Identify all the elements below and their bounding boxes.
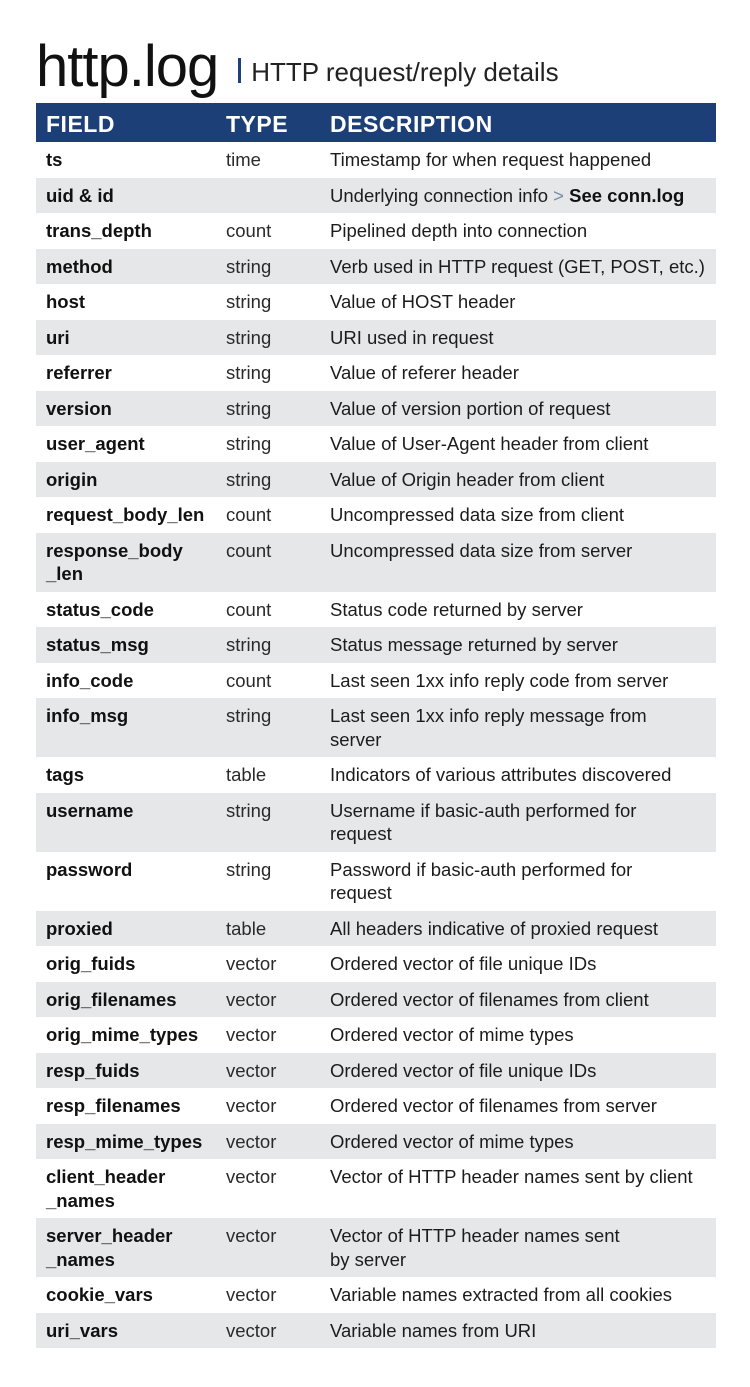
column-header-description: DESCRIPTION xyxy=(320,103,716,142)
field-name: version xyxy=(36,391,216,427)
page-title: http.log xyxy=(36,34,219,99)
field-name: cookie_vars xyxy=(36,1277,216,1313)
field-type: vector xyxy=(216,946,320,982)
description-text: Ordered vector of file unique IDs xyxy=(330,1059,597,1081)
field-description xyxy=(320,627,716,663)
table-row xyxy=(36,533,716,592)
field-type: count xyxy=(216,663,320,699)
field-type: vector xyxy=(216,1313,320,1349)
field-description xyxy=(320,462,716,498)
field-type: time xyxy=(216,142,320,178)
field-type: count xyxy=(216,533,320,592)
description-text: Value of version portion of request xyxy=(330,397,611,419)
field-description xyxy=(320,426,716,462)
field-type: string xyxy=(216,249,320,285)
table-row xyxy=(36,497,716,533)
field-type: string xyxy=(216,698,320,757)
field-name: uri_vars xyxy=(36,1313,216,1349)
description-text: Ordered vector of filenames from server xyxy=(330,1095,657,1116)
field-description xyxy=(320,793,716,852)
field-name: orig_filenames xyxy=(36,982,216,1018)
field-description xyxy=(320,982,716,1018)
fields-table xyxy=(36,103,716,1348)
description-text: Ordered vector of mime types xyxy=(330,1024,574,1045)
field-name: host xyxy=(36,284,216,320)
field-name: info_code xyxy=(36,663,216,699)
field-description xyxy=(320,1124,716,1160)
field-name: origin xyxy=(36,462,216,498)
field-name: request_body_len xyxy=(36,497,216,533)
field-description xyxy=(320,391,716,427)
table-row xyxy=(36,1088,716,1124)
field-type: vector xyxy=(216,1277,320,1313)
table-row xyxy=(36,1159,716,1218)
description-text: Variable names extracted from all cookies xyxy=(330,1284,673,1305)
description-text: Last seen 1xx info reply code from server xyxy=(330,669,669,691)
table-row xyxy=(36,249,716,285)
description-text: Password if basic-auth performed for request xyxy=(330,858,633,903)
field-description xyxy=(320,355,716,391)
field-description xyxy=(320,497,716,533)
field-description xyxy=(320,178,716,214)
field-description xyxy=(320,213,716,249)
description-text: Timestamp for when request happened xyxy=(330,149,652,170)
description-text: Value of HOST header xyxy=(330,291,516,312)
field-description xyxy=(320,1218,716,1277)
column-header-field: FIELD xyxy=(36,103,216,142)
field-description xyxy=(320,1159,716,1218)
field-name: resp_fuids xyxy=(36,1053,216,1089)
table-row xyxy=(36,320,716,356)
description-text: Last seen 1xx info reply message from server xyxy=(330,705,647,750)
field-type: vector xyxy=(216,1017,320,1053)
description-text: Vector of HTTP header names sent by server xyxy=(330,1225,620,1270)
description-text: Ordered vector of mime types xyxy=(330,1130,574,1152)
field-type: vector xyxy=(216,1218,320,1277)
table-body xyxy=(36,142,716,1348)
table-row xyxy=(36,1277,716,1313)
field-type: string xyxy=(216,284,320,320)
field-type: vector xyxy=(216,982,320,1018)
field-name: tags xyxy=(36,757,216,793)
field-description xyxy=(320,757,716,793)
table-row xyxy=(36,757,716,793)
field-description xyxy=(320,249,716,285)
field-name: resp_mime_types xyxy=(36,1124,216,1160)
field-description xyxy=(320,592,716,628)
title-bar xyxy=(36,22,559,102)
description-text: Indicators of various attributes discovered xyxy=(330,764,672,785)
field-description xyxy=(320,663,716,699)
field-type: table xyxy=(216,757,320,793)
field-name: resp_filenames xyxy=(36,1088,216,1124)
table-row xyxy=(36,426,716,462)
description-text: Status code returned by server xyxy=(330,598,583,620)
field-description xyxy=(320,1088,716,1124)
description-text: Underlying connection info xyxy=(330,184,549,206)
table-row xyxy=(36,1218,716,1277)
description-text: URI used in request xyxy=(330,326,494,348)
table-row xyxy=(36,1053,716,1089)
field-type: string xyxy=(216,426,320,462)
field-type: vector xyxy=(216,1159,320,1218)
see-also-arrow: > xyxy=(553,184,564,206)
field-description xyxy=(320,533,716,592)
field-type: vector xyxy=(216,1088,320,1124)
field-name: status_code xyxy=(36,592,216,628)
description-text: Uncompressed data size from client xyxy=(330,504,625,525)
field-name: response_body _len xyxy=(36,533,216,592)
field-description xyxy=(320,284,716,320)
description-text: Vector of HTTP header names sent by client xyxy=(330,1166,693,1187)
table-row xyxy=(36,793,716,852)
description-text: Uncompressed data size from server xyxy=(330,539,633,561)
description-text: All headers indicative of proxied request xyxy=(330,917,659,939)
description-text: Pipelined depth into connection xyxy=(330,220,588,241)
field-name: proxied xyxy=(36,911,216,947)
table-header xyxy=(36,103,716,142)
table-row xyxy=(36,698,716,757)
field-type: string xyxy=(216,320,320,356)
field-type: count xyxy=(216,592,320,628)
field-name: method xyxy=(36,249,216,285)
field-description xyxy=(320,852,716,911)
field-description xyxy=(320,698,716,757)
description-text: Status message returned by server xyxy=(330,634,618,655)
description-text: Ordered vector of file unique IDs xyxy=(330,953,597,974)
table-row xyxy=(36,946,716,982)
table-row xyxy=(36,1124,716,1160)
field-name: uri xyxy=(36,320,216,356)
field-type: string xyxy=(216,852,320,911)
field-name: server_header _names xyxy=(36,1218,216,1277)
table-row xyxy=(36,911,716,947)
field-type: vector xyxy=(216,1124,320,1160)
field-description xyxy=(320,911,716,947)
table-row xyxy=(36,391,716,427)
description-text: Verb used in HTTP request (GET, POST, etc.) xyxy=(330,255,705,277)
field-name: client_header _names xyxy=(36,1159,216,1218)
field-type: string xyxy=(216,462,320,498)
field-name: info_msg xyxy=(36,698,216,757)
title-separator xyxy=(238,58,241,83)
field-name: user_agent xyxy=(36,426,216,462)
field-type: string xyxy=(216,391,320,427)
table-row xyxy=(36,982,716,1018)
table-row xyxy=(36,355,716,391)
table-row xyxy=(36,142,716,178)
field-name: orig_mime_types xyxy=(36,1017,216,1053)
field-type: table xyxy=(216,911,320,947)
description-text: Value of User-Agent header from client xyxy=(330,433,649,454)
table-row xyxy=(36,627,716,663)
table-row xyxy=(36,213,716,249)
description-text: Variable names from URI xyxy=(330,1319,537,1341)
field-type: string xyxy=(216,355,320,391)
field-name: orig_fuids xyxy=(36,946,216,982)
table-row xyxy=(36,178,716,214)
table-row xyxy=(36,592,716,628)
description-text: Value of referer header xyxy=(330,362,519,383)
table-row xyxy=(36,1017,716,1053)
table-row xyxy=(36,663,716,699)
page-subtitle: HTTP request/reply details xyxy=(251,57,559,87)
table-row xyxy=(36,284,716,320)
field-description xyxy=(320,1017,716,1053)
field-name: status_msg xyxy=(36,627,216,663)
field-type: vector xyxy=(216,1053,320,1089)
field-name: trans_depth xyxy=(36,213,216,249)
field-type: string xyxy=(216,627,320,663)
description-text: Value of Origin header from client xyxy=(330,468,605,490)
field-description xyxy=(320,946,716,982)
table-row xyxy=(36,1313,716,1349)
field-description xyxy=(320,1313,716,1349)
see-also-reference: See conn.log xyxy=(569,184,685,206)
field-name: password xyxy=(36,852,216,911)
field-description xyxy=(320,142,716,178)
description-text: Ordered vector of filenames from client xyxy=(330,988,649,1010)
field-description xyxy=(320,1277,716,1313)
field-name: username xyxy=(36,793,216,852)
field-description xyxy=(320,320,716,356)
table-row xyxy=(36,462,716,498)
field-name: ts xyxy=(36,142,216,178)
description-text: Username if basic-auth performed for request xyxy=(330,799,637,844)
field-description xyxy=(320,1053,716,1089)
field-type: string xyxy=(216,793,320,852)
field-name: referrer xyxy=(36,355,216,391)
field-type: count xyxy=(216,497,320,533)
field-name: uid & id xyxy=(36,178,216,214)
field-type: count xyxy=(216,213,320,249)
field-type xyxy=(216,178,320,214)
column-header-type: TYPE xyxy=(216,103,320,142)
table-row xyxy=(36,852,716,911)
